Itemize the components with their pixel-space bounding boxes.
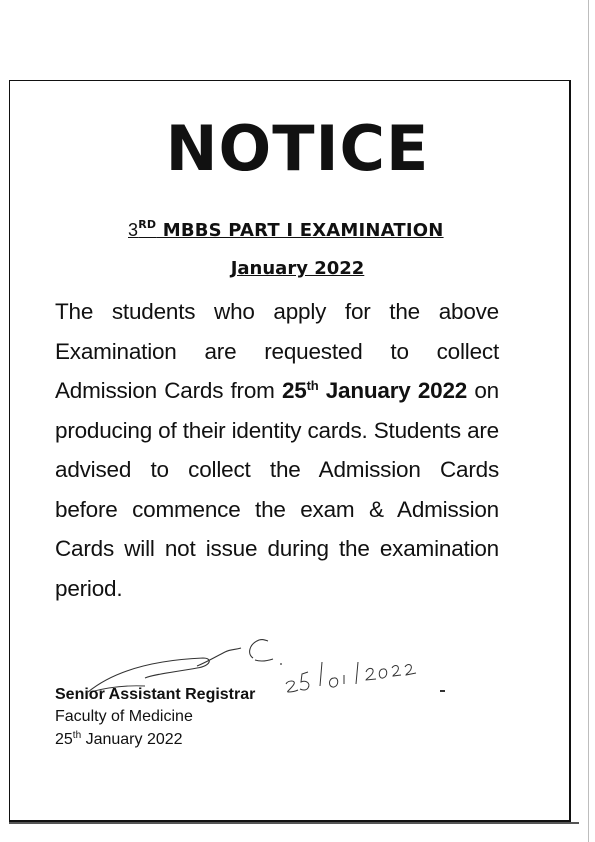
signatory-date xyxy=(55,731,183,749)
collection-date-suffix: th xyxy=(306,378,319,393)
stray-mark xyxy=(440,690,445,692)
exam-heading-ordinal: RD xyxy=(138,218,157,231)
handwritten-date xyxy=(284,652,434,697)
border-shadow xyxy=(9,822,579,824)
collection-date-rest: January 2022 xyxy=(318,378,468,403)
signatory-title: Senior Assistant Registrar xyxy=(55,686,256,703)
exam-heading-text: MBBS PART I EXAMINATION xyxy=(156,220,444,241)
collection-date-day: 25 xyxy=(281,378,307,403)
exam-heading-number: 3 xyxy=(128,220,139,240)
exam-session: January 2022 xyxy=(230,258,365,279)
signatory-date-rest: January 2022 xyxy=(81,731,183,748)
collection-date xyxy=(282,378,467,403)
notice-body xyxy=(55,292,499,608)
signatory-date-day: 25 xyxy=(55,731,73,748)
body-part-2: on producing of their identity cards. Students are advised to collect the Admission Cards before commence the exam & Admission Cards will not issue during the examination period. xyxy=(55,378,499,601)
body-part-1: The students who apply for the above Examination are requested to collect Admission Cards from xyxy=(55,299,499,403)
signatory-date-suffix: th xyxy=(72,730,82,741)
signatory-faculty: Faculty of Medicine xyxy=(55,708,193,725)
notice-title: NOTICE xyxy=(165,112,430,185)
exam-heading xyxy=(128,218,444,241)
